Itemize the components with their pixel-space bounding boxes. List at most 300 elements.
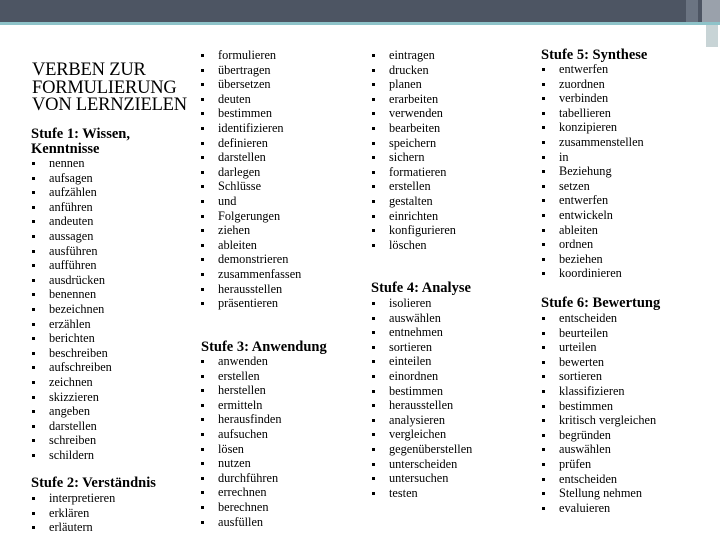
- bullet-icon: [372, 448, 375, 451]
- verb-text: bestimmen: [559, 398, 613, 413]
- stufe1-list: [31, 156, 112, 462]
- bullet-icon: [372, 69, 375, 72]
- bullet-icon: [542, 361, 545, 364]
- list-item: [371, 369, 472, 384]
- list-item: [371, 340, 472, 355]
- list-item: [200, 121, 301, 136]
- verb-text: darstellen: [49, 418, 97, 433]
- verb-text: präsentieren: [218, 296, 279, 311]
- list-item: [541, 135, 644, 150]
- list-item: [541, 179, 644, 194]
- page-title: VERBEN ZUR FORMULIERUNG VON LERNZIELEN: [32, 60, 187, 116]
- list-item: [31, 244, 112, 259]
- list-item: [371, 296, 472, 311]
- stufe5-heading: Stufe 5: Synthese: [541, 47, 648, 63]
- list-item: [371, 223, 456, 238]
- verb-text: anwenden: [218, 354, 268, 368]
- verb-text: ableiten: [218, 237, 257, 252]
- verb-text: aussagen: [49, 228, 94, 243]
- verb-text: bestimmen: [389, 383, 443, 398]
- verb-text: demonstrieren: [218, 252, 289, 267]
- bullet-icon: [372, 83, 375, 86]
- bullet-icon: [542, 214, 545, 217]
- bullet-icon: [372, 346, 375, 349]
- list-item: [200, 515, 282, 530]
- list-item: [31, 185, 112, 200]
- list-item: [200, 427, 282, 442]
- list-item: [371, 486, 472, 501]
- stufe4-list: [371, 296, 472, 500]
- list-item: [200, 252, 301, 267]
- bullet-icon: [32, 337, 35, 340]
- verb-text: zusammenfassen: [218, 266, 302, 281]
- bullet-icon: [32, 206, 35, 209]
- list-item: [541, 457, 656, 472]
- list-item: [371, 194, 456, 209]
- verb-text: sichern: [389, 150, 425, 165]
- list-item: [371, 179, 456, 194]
- bullet-icon: [201, 83, 204, 86]
- bullet-icon: [542, 83, 545, 86]
- bullet-icon: [32, 381, 35, 384]
- verb-text: prüfen: [559, 456, 592, 471]
- list-item: [371, 471, 472, 486]
- list-item: [200, 267, 301, 282]
- list-item: [200, 398, 282, 413]
- verb-text: erläutern: [49, 520, 93, 535]
- bullet-icon: [32, 177, 35, 180]
- bullet-icon: [201, 142, 204, 145]
- bullet-icon: [201, 273, 204, 276]
- verb-text: angeben: [49, 404, 90, 419]
- list-item: [541, 266, 644, 281]
- bullet-icon: [201, 491, 204, 494]
- bullet-icon: [372, 127, 375, 130]
- bullet-icon: [32, 352, 35, 355]
- verb-text: bewerten: [559, 354, 605, 369]
- verb-text: Folgerungen: [218, 208, 281, 223]
- verb-text: evaluieren: [559, 500, 611, 515]
- bullet-icon: [201, 288, 204, 291]
- verb-text: aufschreiben: [49, 360, 112, 375]
- verb-text: auswählen: [389, 310, 441, 325]
- verb-text: definieren: [218, 135, 268, 150]
- verb-text: lösen: [218, 441, 244, 456]
- stufe4-heading: Stufe 4: Analyse: [371, 280, 471, 296]
- verb-text: schreiben: [49, 433, 97, 448]
- list-item: [541, 472, 656, 487]
- verb-text: unterscheiden: [389, 456, 458, 471]
- bullet-icon: [201, 462, 204, 465]
- verb-text: bearbeiten: [389, 120, 441, 135]
- verb-text: ausdrücken: [49, 272, 105, 287]
- bullet-icon: [372, 171, 375, 174]
- verb-text: verwenden: [389, 106, 443, 121]
- list-item: [31, 360, 112, 375]
- list-item: [31, 419, 112, 434]
- list-item: [371, 238, 456, 253]
- list-item: [200, 63, 301, 78]
- bullet-icon: [32, 323, 35, 326]
- bullet-icon: [32, 454, 35, 457]
- bullet-icon: [372, 375, 375, 378]
- verb-text: anführen: [49, 199, 93, 214]
- list-item: [371, 384, 472, 399]
- verb-text: aufführen: [49, 258, 97, 273]
- list-item: [200, 282, 301, 297]
- bullet-icon: [372, 390, 375, 393]
- verb-text: berechnen: [218, 499, 269, 514]
- verb-text: entwerfen: [559, 62, 609, 76]
- list-item: [200, 179, 301, 194]
- verb-text: ziehen: [218, 223, 251, 238]
- verb-text: zusammenstellen: [559, 134, 644, 149]
- bullet-icon: [542, 346, 545, 349]
- list-item: [371, 442, 472, 457]
- list-item: [541, 442, 656, 457]
- bullet-icon: [32, 191, 35, 194]
- list-item: [541, 486, 656, 501]
- verb-text: errechnen: [218, 485, 267, 500]
- corner-decoration: [706, 25, 718, 47]
- verb-text: tabellieren: [559, 105, 611, 120]
- verb-text: zuordnen: [559, 76, 605, 91]
- bullet-icon: [32, 410, 35, 413]
- verb-text: eintragen: [389, 48, 435, 62]
- list-item: [31, 390, 112, 405]
- list-item: [541, 326, 656, 341]
- verb-text: urteilen: [559, 340, 597, 355]
- list-item: [200, 500, 282, 515]
- verb-text: drucken: [389, 62, 429, 77]
- bullet-icon: [542, 141, 545, 144]
- verb-text: formulieren: [218, 48, 277, 62]
- bullet-icon: [372, 302, 375, 305]
- verb-text: planen: [389, 77, 422, 92]
- verb-text: Beziehung: [559, 164, 612, 179]
- verb-text: konfigurieren: [389, 223, 456, 238]
- bullet-icon: [542, 199, 545, 202]
- bullet-icon: [542, 375, 545, 378]
- bullet-icon: [372, 200, 375, 203]
- verb-text: herstellen: [218, 383, 266, 398]
- list-item: [200, 456, 282, 471]
- verb-text: Stellung nehmen: [559, 486, 642, 501]
- verb-text: erarbeiten: [389, 91, 439, 106]
- top-banner: [0, 0, 720, 22]
- verb-text: zeichnen: [49, 374, 93, 389]
- bullet-icon: [201, 229, 204, 232]
- verb-text: analysieren: [389, 412, 445, 427]
- list-item: [200, 77, 301, 92]
- list-item: [200, 194, 301, 209]
- stufe2-heading: Stufe 2: Verständnis: [31, 475, 156, 491]
- bullet-icon: [32, 396, 35, 399]
- verb-text: benennen: [49, 287, 97, 302]
- verb-text: in: [559, 149, 569, 164]
- bullet-icon: [201, 200, 204, 203]
- list-item: [371, 325, 472, 340]
- list-item: [541, 150, 644, 165]
- verb-text: einrichten: [389, 208, 439, 223]
- verb-text: übersetzen: [218, 77, 271, 92]
- list-item: [541, 208, 644, 223]
- bullet-icon: [32, 162, 35, 165]
- stufe6-list: [541, 311, 656, 515]
- verb-text: bezeichnen: [49, 301, 105, 316]
- bullet-icon: [32, 425, 35, 428]
- verb-text: sortieren: [559, 369, 603, 384]
- bullet-icon: [542, 434, 545, 437]
- verb-text: vergleichen: [389, 427, 447, 442]
- list-item: [541, 340, 656, 355]
- verb-text: aufzählen: [49, 185, 97, 200]
- bullet-icon: [542, 97, 545, 100]
- bullet-icon: [201, 185, 204, 188]
- list-item: [200, 296, 301, 311]
- verb-text: isolieren: [389, 296, 432, 310]
- list-item: [200, 369, 282, 384]
- list-item: [371, 311, 472, 326]
- list-item: [200, 209, 301, 224]
- list-item: [541, 252, 644, 267]
- bullet-icon: [201, 521, 204, 524]
- verb-text: erzählen: [49, 316, 91, 331]
- verb-text: interpretieren: [49, 491, 116, 505]
- list-item: [31, 346, 112, 361]
- verb-text: aufsuchen: [218, 426, 268, 441]
- bullet-icon: [372, 419, 375, 422]
- list-item: [541, 62, 644, 77]
- list-item: [541, 355, 656, 370]
- verb-text: nutzen: [218, 456, 251, 471]
- bullet-icon: [542, 390, 545, 393]
- list-item: [371, 398, 472, 413]
- verb-text: deuten: [218, 91, 251, 106]
- verb-text: aufsagen: [49, 170, 93, 185]
- verb-text: sortieren: [389, 339, 433, 354]
- list-item: [371, 354, 472, 369]
- stufe3-list-part2: [371, 48, 456, 252]
- verb-text: ausführen: [49, 243, 98, 258]
- verb-text: einordnen: [389, 368, 439, 383]
- list-item: [200, 136, 301, 151]
- list-item: [371, 150, 456, 165]
- list-item: [31, 302, 112, 317]
- list-item: [541, 428, 656, 443]
- verb-text: ableiten: [559, 222, 598, 237]
- bullet-icon: [32, 264, 35, 267]
- list-item: [541, 237, 644, 252]
- stufe5-list: [541, 62, 644, 281]
- verb-text: speichern: [389, 135, 437, 150]
- verb-text: übertragen: [218, 62, 271, 77]
- verb-text: entscheiden: [559, 471, 618, 486]
- verb-text: ausfüllen: [218, 514, 264, 529]
- bullet-icon: [372, 492, 375, 495]
- verb-text: erstellen: [218, 368, 260, 383]
- list-item: [371, 63, 456, 78]
- bullet-icon: [542, 156, 545, 159]
- bullet-icon: [32, 308, 35, 311]
- list-item: [541, 369, 656, 384]
- bullet-icon: [201, 244, 204, 247]
- bullet-icon: [201, 448, 204, 451]
- bullet-icon: [32, 220, 35, 223]
- corner-decoration: [702, 0, 720, 22]
- list-item: [200, 383, 282, 398]
- list-item: [371, 48, 456, 63]
- list-item: [541, 501, 656, 516]
- list-item: [200, 238, 301, 253]
- list-item: [371, 121, 456, 136]
- list-item: [31, 375, 112, 390]
- verb-text: skizzieren: [49, 389, 99, 404]
- verb-text: klassifizieren: [559, 383, 625, 398]
- list-item: [541, 413, 656, 428]
- bullet-icon: [201, 389, 204, 392]
- bullet-icon: [32, 526, 35, 529]
- list-item: [31, 506, 115, 521]
- bullet-icon: [542, 419, 545, 422]
- list-item: [200, 354, 282, 369]
- list-item: [541, 120, 644, 135]
- list-item: [371, 165, 456, 180]
- verb-text: herausstellen: [389, 398, 454, 413]
- list-item: [541, 77, 644, 92]
- verb-text: gegenüberstellen: [389, 441, 473, 456]
- verb-text: entwickeln: [559, 207, 613, 222]
- bullet-icon: [542, 478, 545, 481]
- stufe2-list-part1: [31, 491, 115, 535]
- list-item: [541, 399, 656, 414]
- list-item: [200, 442, 282, 457]
- list-item: [31, 520, 115, 535]
- verb-text: entnehmen: [389, 325, 443, 340]
- stufe1-heading: Stufe 1: Wissen, Kenntnisse: [31, 126, 130, 157]
- list-item: [31, 229, 112, 244]
- bullet-icon: [201, 433, 204, 436]
- verb-text: verbinden: [559, 91, 609, 106]
- bullet-icon: [201, 54, 204, 57]
- list-item: [541, 193, 644, 208]
- bullet-icon: [542, 332, 545, 335]
- list-item: [31, 433, 112, 448]
- list-item: [31, 214, 112, 229]
- list-item: [371, 106, 456, 121]
- list-item: [200, 92, 301, 107]
- bullet-icon: [372, 477, 375, 480]
- bullet-icon: [542, 229, 545, 232]
- list-item: [541, 91, 644, 106]
- bullet-icon: [201, 98, 204, 101]
- bullet-icon: [542, 272, 545, 275]
- list-item: [200, 165, 301, 180]
- bullet-icon: [32, 279, 35, 282]
- stufe2-list-part2: [200, 48, 301, 311]
- corner-decoration: [686, 0, 698, 22]
- verb-text: begründen: [559, 427, 611, 442]
- bullet-icon: [372, 185, 375, 188]
- verb-text: erklären: [49, 505, 90, 520]
- verb-text: untersuchen: [389, 471, 449, 486]
- bullet-icon: [32, 293, 35, 296]
- verb-text: gestalten: [389, 193, 433, 208]
- bullet-icon: [372, 112, 375, 115]
- verb-text: herausstellen: [218, 281, 283, 296]
- verb-text: darlegen: [218, 164, 261, 179]
- bullet-icon: [372, 331, 375, 334]
- bullet-icon: [201, 360, 204, 363]
- verb-text: koordinieren: [559, 266, 622, 281]
- verb-text: entwerfen: [559, 193, 609, 208]
- bullet-icon: [542, 317, 545, 320]
- bullet-icon: [201, 506, 204, 509]
- bullet-icon: [201, 127, 204, 130]
- list-item: [31, 156, 112, 171]
- verb-text: berichten: [49, 331, 95, 346]
- verb-text: konzipieren: [559, 120, 618, 135]
- list-item: [371, 77, 456, 92]
- verb-text: beziehen: [559, 251, 603, 266]
- list-item: [541, 106, 644, 121]
- list-item: [31, 491, 115, 506]
- bullet-icon: [542, 448, 545, 451]
- bullet-icon: [372, 142, 375, 145]
- list-item: [31, 317, 112, 332]
- verb-text: kritisch vergleichen: [559, 413, 657, 428]
- bullet-icon: [201, 215, 204, 218]
- list-item: [200, 48, 301, 63]
- verb-text: entscheiden: [559, 311, 618, 325]
- list-item: [371, 413, 472, 428]
- bullet-icon: [542, 492, 545, 495]
- verb-text: ordnen: [559, 237, 594, 252]
- verb-text: bestimmen: [218, 106, 272, 121]
- verb-text: auswählen: [559, 442, 611, 457]
- bullet-icon: [542, 170, 545, 173]
- bullet-icon: [542, 507, 545, 510]
- verb-text: nennen: [49, 156, 85, 170]
- bullet-icon: [542, 243, 545, 246]
- list-item: [541, 223, 644, 238]
- list-item: [31, 171, 112, 186]
- verb-text: identifizieren: [218, 120, 284, 135]
- bullet-icon: [542, 126, 545, 129]
- list-item: [371, 209, 456, 224]
- list-item: [31, 331, 112, 346]
- verb-text: setzen: [559, 178, 590, 193]
- list-item: [371, 92, 456, 107]
- bullet-icon: [542, 112, 545, 115]
- verb-text: darstellen: [218, 150, 266, 165]
- verb-text: andeuten: [49, 214, 94, 229]
- list-item: [200, 471, 282, 486]
- verb-text: testen: [389, 485, 418, 500]
- verb-text: ermitteln: [218, 397, 263, 412]
- verb-text: einteilen: [389, 354, 432, 369]
- bullet-icon: [372, 360, 375, 363]
- bullet-icon: [201, 258, 204, 261]
- list-item: [200, 223, 301, 238]
- list-item: [31, 200, 112, 215]
- verb-text: und: [218, 193, 237, 208]
- bullet-icon: [32, 512, 35, 515]
- bullet-icon: [201, 375, 204, 378]
- bullet-icon: [201, 302, 204, 305]
- bullet-icon: [372, 317, 375, 320]
- list-item: [541, 164, 644, 179]
